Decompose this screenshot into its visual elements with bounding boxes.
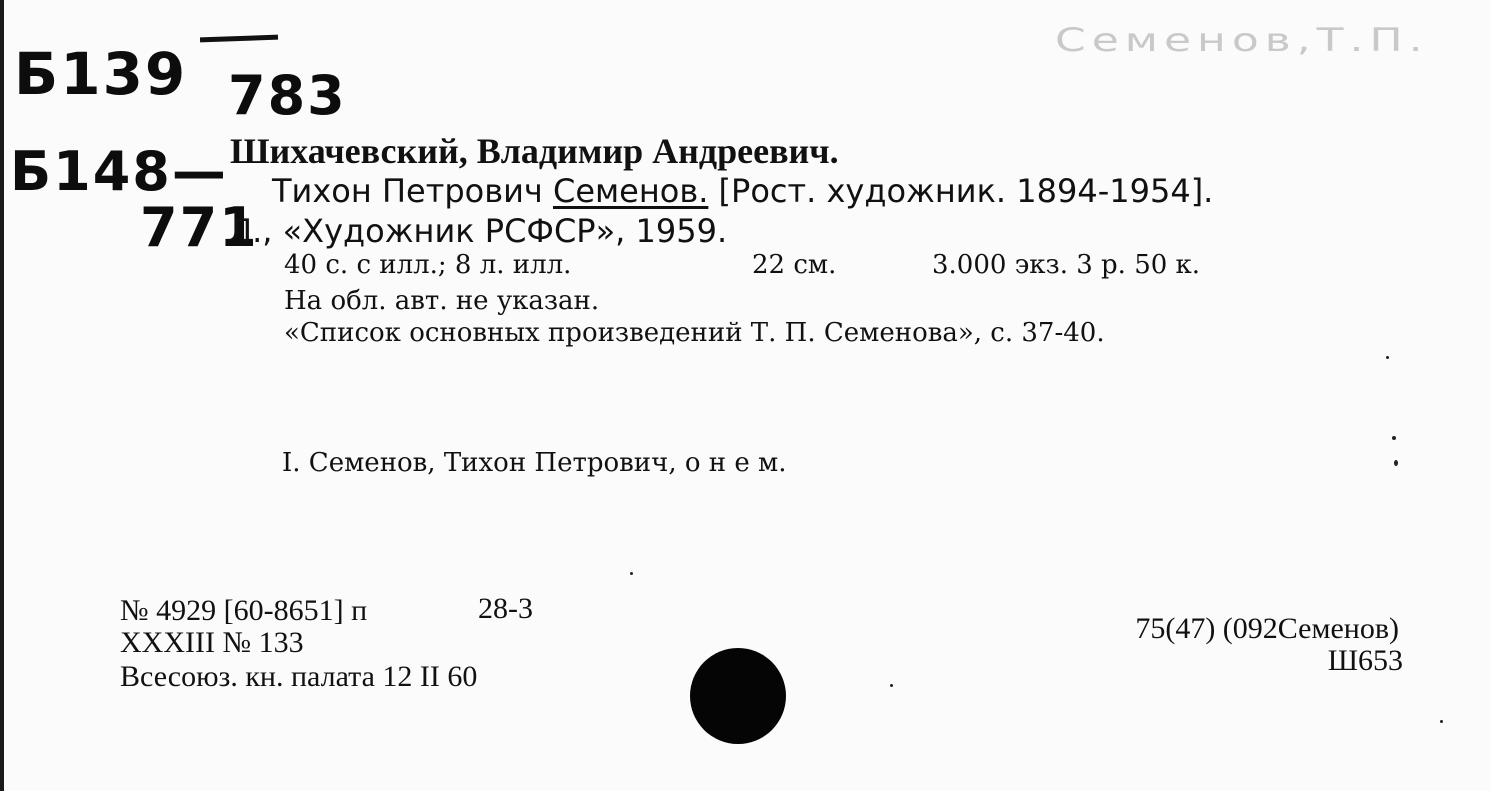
title-suffix: [Рост. художник. 1894-1954]. <box>708 172 1214 210</box>
title-prefix: Тихон Петрович <box>272 172 553 210</box>
speck <box>630 572 633 575</box>
handwritten-call-number-2: Б148— <box>10 140 228 203</box>
handwritten-call-number-1: Б139 <box>14 40 188 108</box>
handwritten-inventory-1: 783 <box>228 64 347 127</box>
classification-code: 75(47) (092Семенов) <box>1135 612 1399 645</box>
handwritten-inventory-2: 771 <box>140 196 259 259</box>
speck <box>1440 720 1443 723</box>
collation-print-run: 3.000 экз. 3 р. 50 к. <box>932 250 1201 280</box>
title-subject: Семенов. <box>552 172 709 210</box>
handwritten-stroke <box>200 35 278 43</box>
speck <box>1394 460 1398 466</box>
speck <box>890 684 893 687</box>
subject-heading: I. Семенов, Тихон Петрович, о н е м. <box>282 448 787 478</box>
author-heading: Шихачевский, Владимир Андреевич. <box>230 131 839 171</box>
note-2: «Список основных произведений Т. П. Семенова», с. 37-40. <box>284 318 1105 348</box>
record-code: 28-3 <box>478 592 533 625</box>
faint-stamp: Семенов,Т.П. <box>1055 22 1429 59</box>
title-line <box>272 172 1213 210</box>
imprint-line: Л., «Художник РСФСР», 1959. <box>228 212 728 250</box>
book-chamber-line: Всесоюз. кн. палата 12 II 60 <box>120 660 478 693</box>
note-1: На обл. авт. не указан. <box>284 286 600 316</box>
speck <box>1386 356 1389 359</box>
collation-size: 22 см. <box>752 250 837 280</box>
section-number: XXXIII № 133 <box>120 626 304 659</box>
punch-hole <box>690 648 786 744</box>
record-number: № 4929 [60-8651] п <box>120 594 368 627</box>
collation-pages: 40 с. с илл.; 8 л. илл. <box>284 250 572 280</box>
author-mark: Ш653 <box>1327 644 1403 677</box>
speck <box>1392 436 1396 440</box>
